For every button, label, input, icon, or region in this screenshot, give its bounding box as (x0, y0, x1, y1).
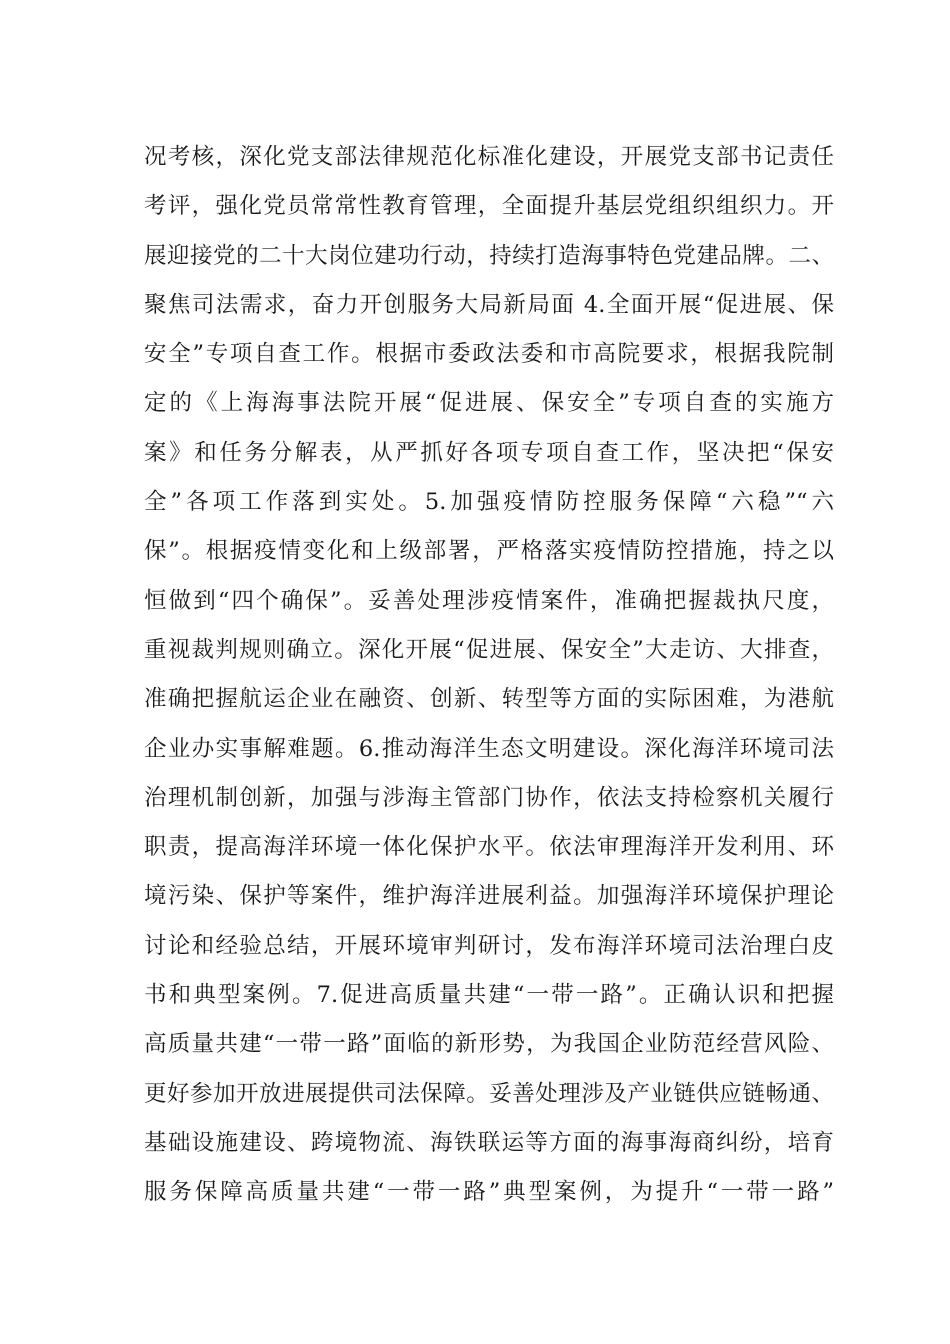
text-line: 案》和任务分解表，从严抓好各项专项自查工作，坚决把“保安 (144, 439, 834, 466)
text-line: 准确把握航运企业在融资、创新、转型等方面的实际困难，为港航 (144, 686, 834, 713)
body-text (144, 133, 834, 1218)
text-line: 定的《上海海事法院开展“促进展、保安全”专项自查的实施方 (144, 390, 834, 417)
text-line: 聚焦司法需求，奋力开创服务大局新局面 4.全面开展“促进展、保 (144, 291, 834, 318)
text-line: 高质量共建“一带一路”面临的新形势，为我国企业防范经营风险、 (144, 1031, 834, 1058)
text-line: 考评，强化党员常常性教育管理，全面提升基层党组织组织力。开 (144, 193, 834, 220)
text-line: 更好参加开放进展提供司法保障。妥善处理涉及产业链供应链畅通、 (144, 1080, 834, 1107)
text-line: 服务保障高质量共建“一带一路”典型案例，为提升“一带一路” (144, 1179, 834, 1206)
text-line: 安全”专项自查工作。根据市委政法委和市高院要求，根据我院制 (144, 341, 834, 368)
text-line: 基础设施建设、跨境物流、海铁联运等方面的海事海商纠纷，培育 (144, 1129, 834, 1156)
text-line: 书和典型案例。7.促进高质量共建“一带一路”。正确认识和把握 (144, 982, 834, 1009)
text-line: 治理机制创新，加强与涉海主管部门协作，依法支持检察机关履行 (144, 784, 834, 811)
text-line: 重视裁判规则确立。深化开展“促进展、保安全”大走访、大排查， (144, 636, 834, 663)
text-line: 保”。根据疫情变化和上级部署，严格落实疫情防控措施，持之以 (144, 538, 834, 565)
text-line: 企业办实事解难题。6.推动海洋生态文明建设。深化海洋环境司法 (144, 735, 834, 762)
text-line: 境污染、保护等案件，维护海洋进展利益。加强海洋环境保护理论 (144, 883, 834, 910)
text-line: 恒做到“四个确保”。妥善处理涉疫情案件，准确把握裁执尺度， (144, 587, 834, 614)
text-line: 展迎接党的二十大岗位建功行动，持续打造海事特色党建品牌。二、 (144, 242, 834, 269)
text-line: 讨论和经验总结，开展环境审判研讨，发布海洋环境司法治理白皮 (144, 932, 834, 959)
text-line: 职责，提高海洋环境一体化保护水平。依法审理海洋开发利用、环 (144, 834, 834, 861)
text-line: 况考核，深化党支部法律规范化标准化建设，开展党支部书记责任 (144, 144, 834, 170)
text-line: 全”各项工作落到实处。5.加强疫情防控服务保障“六稳”“六 (144, 489, 834, 516)
